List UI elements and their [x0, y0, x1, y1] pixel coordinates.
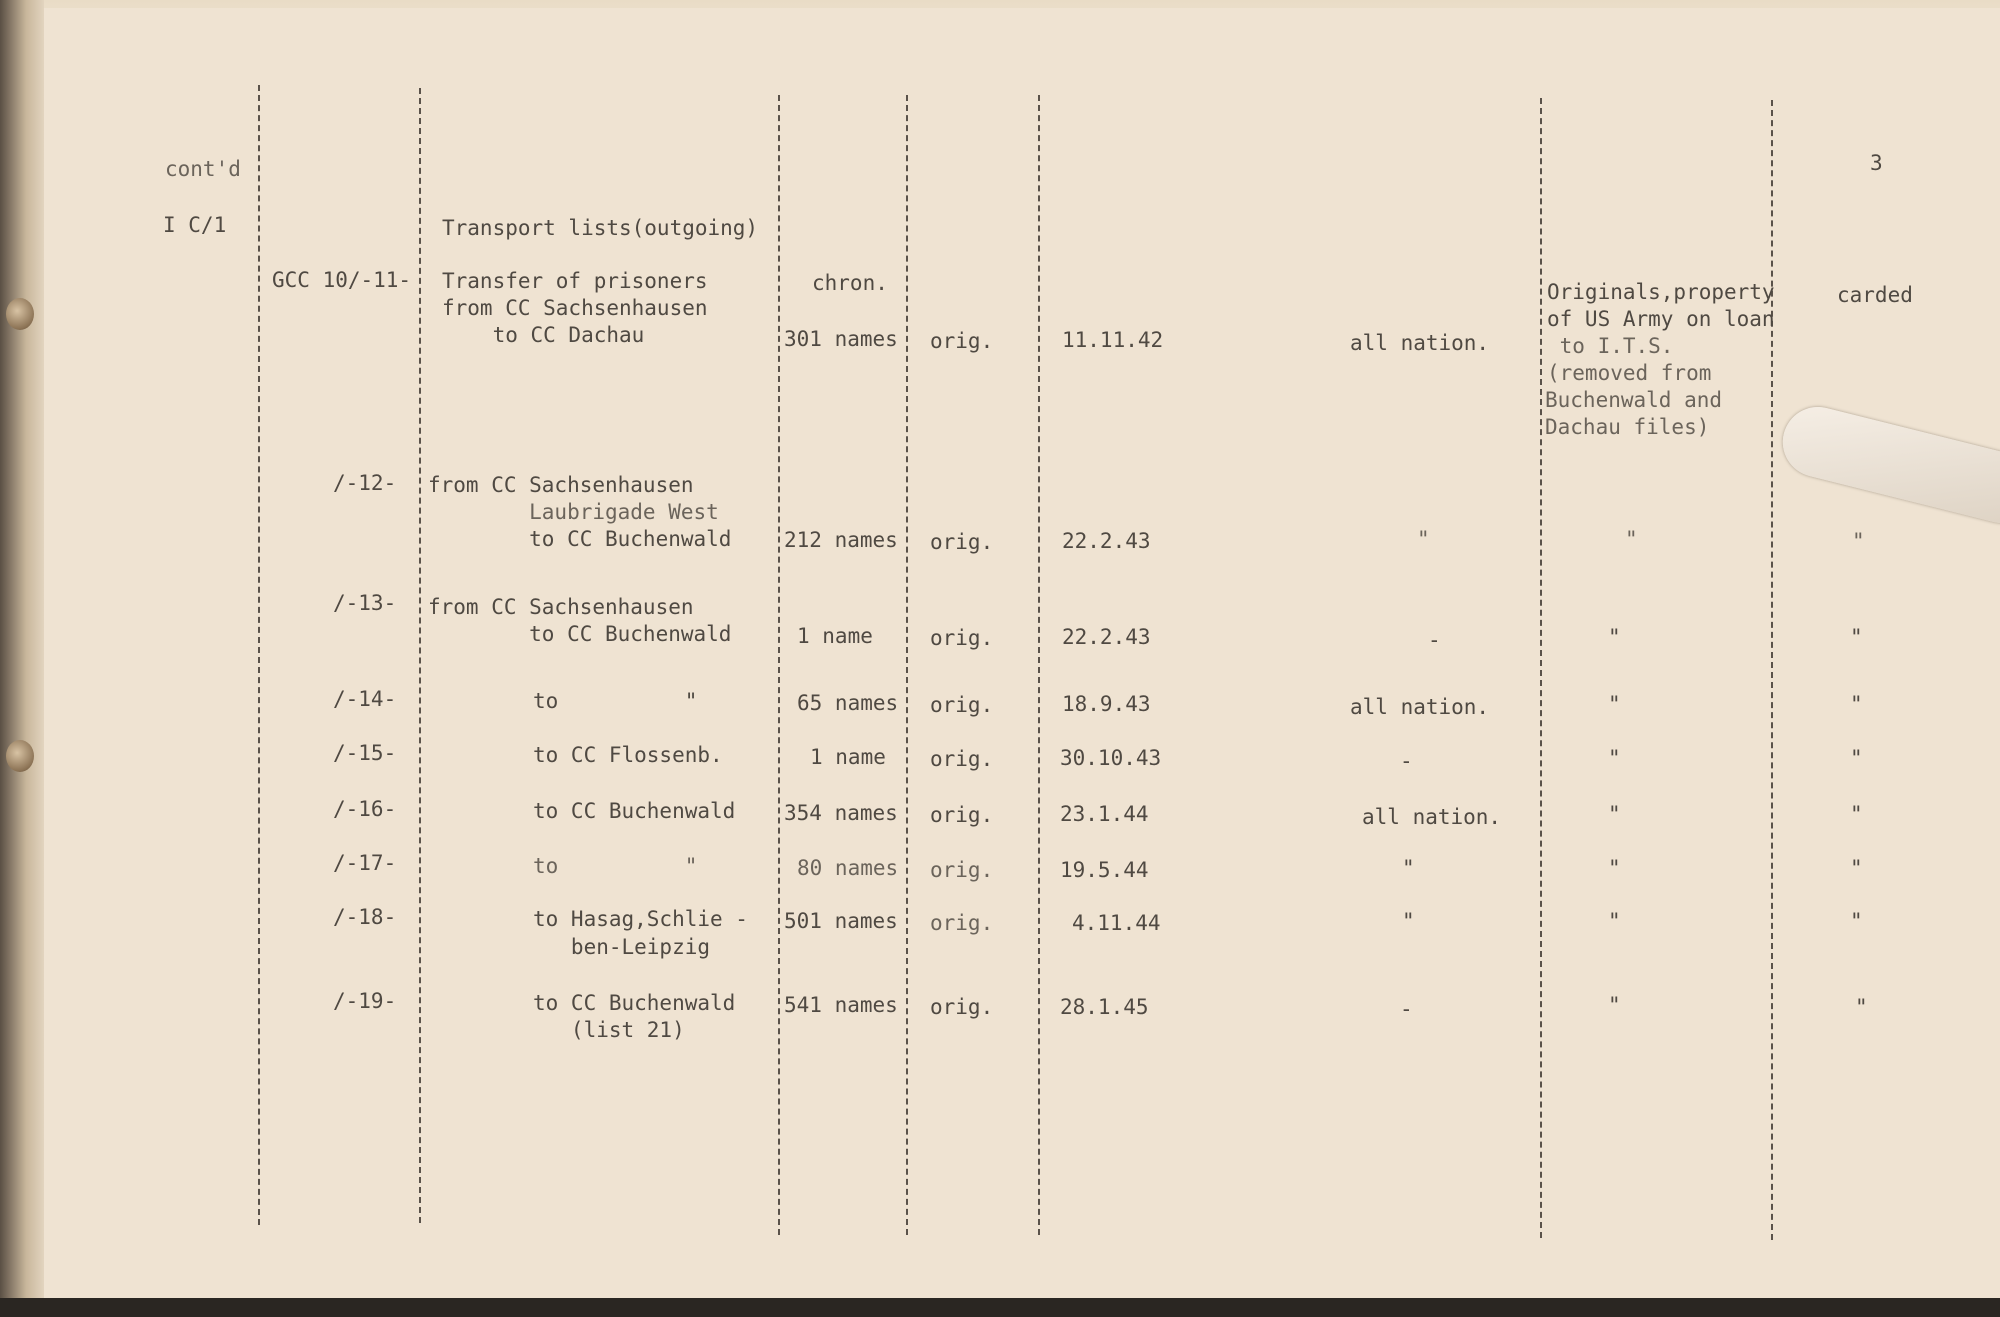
row-code: /-13- [333, 591, 397, 615]
row-status: " [1850, 746, 1863, 770]
row-date: 23.1.44 [1060, 802, 1149, 826]
row-description-line: (list 21) [533, 1018, 685, 1042]
row-code: /-15- [333, 741, 397, 765]
bottom-edge [0, 1298, 2000, 1317]
row-type: orig. [930, 530, 994, 554]
row-status: " [1850, 692, 1863, 716]
row-code: GCC 10/-11- [272, 268, 412, 292]
row-type: orig. [930, 329, 994, 353]
row-count: 1 name [810, 745, 886, 769]
row-nation: " [1402, 909, 1415, 933]
section-code: I C/1 [163, 213, 227, 237]
row-type: orig. [930, 858, 994, 882]
row-type: orig. [930, 626, 994, 650]
row-description-line: Laubrigade West [428, 500, 719, 524]
row-count: 1 name [797, 624, 873, 648]
column-rule [906, 95, 908, 1235]
row-description-line: to CC Buchenwald [533, 799, 736, 823]
row-remarks-ditto: " [1625, 527, 1638, 551]
row-description-line: to Hasag,Schlie - [533, 907, 748, 931]
row-remarks-ditto: " [1608, 856, 1621, 880]
column-rule [778, 95, 780, 1235]
column-rule [1540, 98, 1542, 1238]
binder-ring-hole [6, 740, 34, 772]
contd-label: cont'd [165, 157, 241, 181]
row-nation: " [1402, 856, 1415, 880]
row-nation: - [1428, 628, 1441, 652]
series-title: Transport lists(outgoing) [442, 216, 759, 240]
row-remarks-line: Dachau files) [1545, 415, 1710, 439]
binder-ring-hole [6, 298, 34, 330]
row-description-line: to CC Dachau [442, 323, 645, 347]
row-description-line: to CC Buchenwald [428, 527, 732, 551]
row-type: orig. [930, 995, 994, 1019]
row-status: " [1850, 802, 1863, 826]
row-remarks-line: Buchenwald and [1545, 388, 1723, 412]
column-rule [1771, 100, 1773, 1240]
row-type: orig. [930, 747, 994, 771]
row-nation: " [1417, 527, 1430, 551]
row-code: /-14- [333, 687, 397, 711]
row-nation: all nation. [1350, 331, 1490, 355]
row-count: 65 names [797, 691, 899, 715]
row-description-line: to " [533, 854, 698, 878]
column-rule [419, 88, 421, 1223]
count-header: chron. [812, 271, 888, 295]
row-description-line: from CC Sachsenhausen [428, 473, 694, 497]
row-count: 354 names [784, 801, 898, 825]
row-code: /-17- [333, 851, 397, 875]
row-nation: all nation. [1362, 805, 1502, 829]
row-description-line: to CC Buchenwald [533, 991, 736, 1015]
row-status: " [1850, 856, 1863, 880]
row-remarks-line: (removed from [1547, 361, 1712, 385]
row-date: 22.2.43 [1062, 625, 1151, 649]
row-status: " [1850, 909, 1863, 933]
row-count: 501 names [784, 909, 898, 933]
row-remarks-ditto: " [1608, 802, 1621, 826]
row-code: /-12- [333, 471, 397, 495]
row-status: " [1855, 995, 1868, 1019]
row-description-line: from CC Sachsenhausen [428, 595, 694, 619]
row-status: carded [1837, 283, 1913, 307]
row-status: " [1852, 529, 1865, 553]
row-code: /-18- [333, 905, 397, 929]
row-remarks-ditto: " [1608, 909, 1621, 933]
row-count: 212 names [784, 528, 898, 552]
row-description-line: ben-Leipzig [533, 935, 711, 959]
row-type: orig. [930, 803, 994, 827]
row-date: 22.2.43 [1062, 529, 1151, 553]
binder-spine [0, 0, 44, 1317]
row-remarks-ditto: " [1608, 993, 1621, 1017]
row-remarks-line: of US Army on loan [1547, 307, 1775, 331]
row-code: /-19- [333, 989, 397, 1013]
row-count: 301 names [784, 327, 898, 351]
row-description-line: to " [533, 689, 698, 713]
column-rule [258, 85, 260, 1225]
row-count: 80 names [797, 856, 899, 880]
row-remarks-ditto: " [1608, 625, 1621, 649]
column-rule [1038, 95, 1040, 1235]
row-date: 28.1.45 [1060, 995, 1149, 1019]
row-remarks-line: Originals,property [1547, 280, 1775, 304]
row-date: 30.10.43 [1060, 746, 1162, 770]
row-description-line: from CC Sachsenhausen [442, 296, 708, 320]
row-description-line: to CC Buchenwald [428, 622, 732, 646]
row-date: 4.11.44 [1072, 911, 1161, 935]
row-type: orig. [930, 911, 994, 935]
page-number: 3 [1870, 151, 1883, 175]
row-count: 541 names [784, 993, 898, 1017]
row-remarks-line: to I.T.S. [1547, 334, 1674, 358]
row-remarks-ditto: " [1608, 692, 1621, 716]
row-date: 11.11.42 [1062, 328, 1164, 352]
row-description-line: to CC Flossenb. [533, 743, 723, 767]
row-nation: all nation. [1350, 695, 1490, 719]
row-remarks-ditto: " [1608, 746, 1621, 770]
row-type: orig. [930, 693, 994, 717]
row-date: 19.5.44 [1060, 858, 1149, 882]
row-description-line: Transfer of prisoners [442, 269, 708, 293]
document-page [18, 8, 2000, 1298]
row-nation: - [1400, 997, 1413, 1021]
row-code: /-16- [333, 797, 397, 821]
row-status: " [1850, 625, 1863, 649]
row-nation: - [1400, 749, 1413, 773]
row-date: 18.9.43 [1062, 692, 1151, 716]
